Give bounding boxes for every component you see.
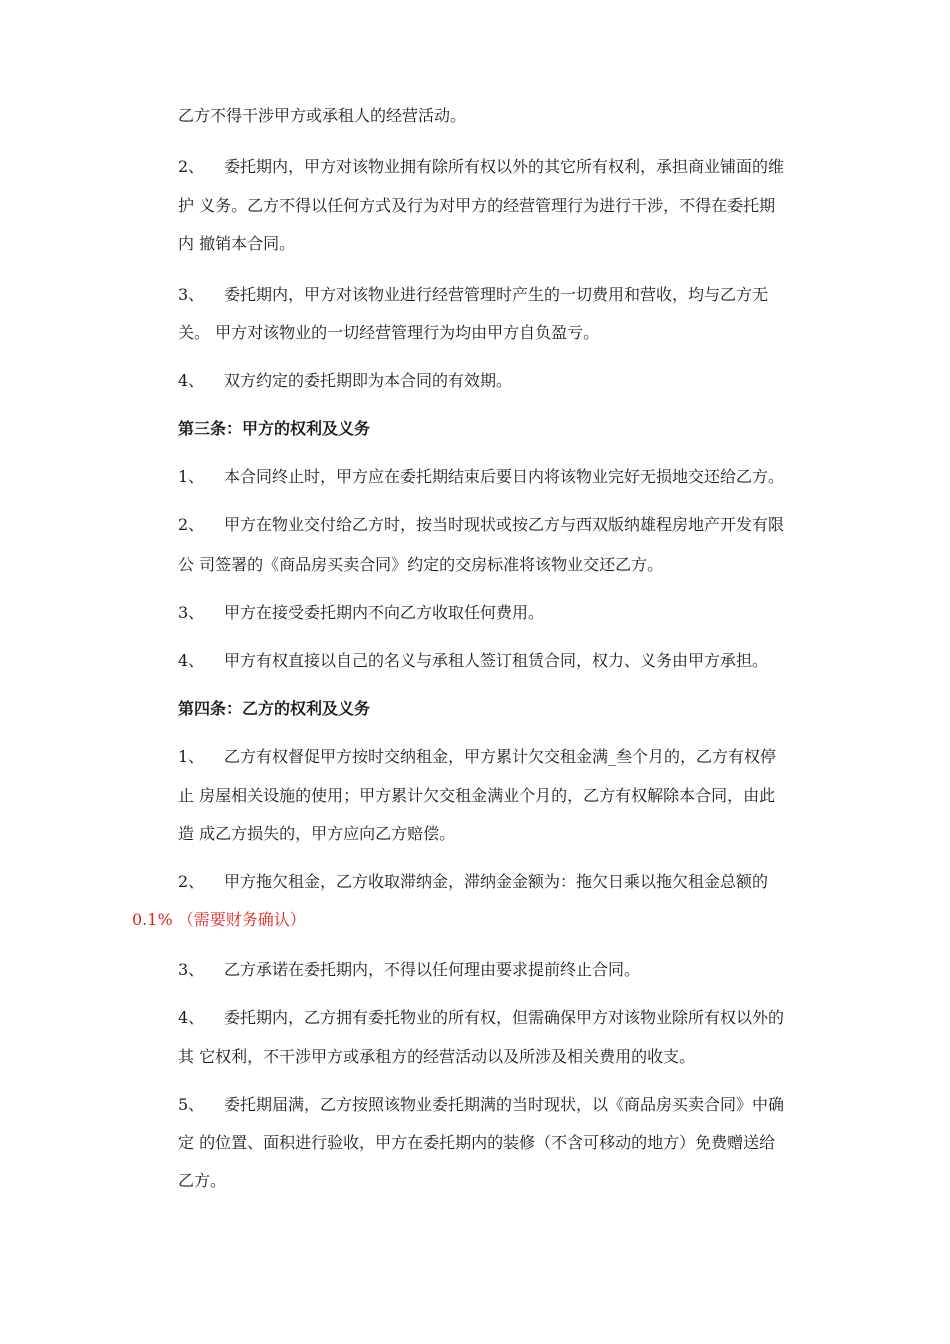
clause-number: 2、: [178, 515, 205, 534]
clause-item: 3、 委托期内，甲方对该物业进行经营管理时产生的一切费用和营收，均与乙方无: [178, 283, 768, 307]
paragraph-line: 止 房屋相关设施的使用；甲方累计欠交租金满业个月的，乙方有权解除本合同，由此: [178, 786, 776, 805]
paragraph-line: 其 它权利，不干涉甲方或承租方的经营活动以及所涉及相关费用的收支。: [178, 1047, 696, 1066]
paragraph-line: 造 成乙方损失的，甲方应向乙方赔偿。: [178, 824, 456, 843]
clause-number: 4、: [178, 651, 205, 670]
paragraph-line: 公 司签署的《商品房买卖合同》约定的交房标准将该物业交还乙方。: [178, 555, 664, 574]
paragraph-line: 关。 甲方对该物业的一切经营管理行为均由甲方自负盈亏。: [178, 323, 600, 342]
paragraph-line: 乙方不得干涉甲方或承租人的经营活动。: [178, 106, 467, 125]
clause-item: 4、 甲方有权直接以自己的名义与承租人签订租赁合同，权力、义务由甲方承担。: [178, 649, 768, 673]
clause-number: 3、: [178, 285, 205, 304]
clause-item: 3、 乙方承诺在委托期内，不得以任何理由要求提前终止合同。: [178, 958, 640, 982]
clause-item: 5、 委托期届满，乙方按照该物业委托期满的当时现状，以《商品房买卖合同》中确: [178, 1093, 784, 1117]
paragraph-line: 内 撤销本合同。: [178, 234, 296, 253]
clause-item: 1、 本合同终止时，甲方应在委托期结束后要日内将该物业完好无损地交还给乙方。: [178, 465, 784, 489]
clause-number: 3、: [178, 603, 205, 622]
paragraph-line: 乙方。: [178, 1171, 227, 1190]
clause-number: 1、: [178, 467, 205, 486]
clause-number: 2、: [178, 157, 205, 176]
clause-number: 4、: [178, 371, 205, 390]
clause-item: 1、 乙方有权督促甲方按时交纳租金，甲方累计欠交租金满_叁个月的，乙方有权停: [178, 745, 776, 769]
highlighted-note: 0.1% （需要财务确认）: [132, 910, 306, 929]
clause-item: 2、 甲方在物业交付给乙方时，按当时现状或按乙方与西双版纳雄程房地产开发有限: [178, 513, 784, 537]
clause-number: 1、: [178, 747, 205, 766]
clause-number: 2、: [178, 872, 205, 891]
clause-number: 4、: [178, 1008, 205, 1027]
clause-item: 4、 双方约定的委托期即为本合同的有效期。: [178, 369, 512, 393]
paragraph-line: 定 的位置、面积进行验收，甲方在委托期内的装修（不含可移动的地方）免费赠送给: [178, 1133, 776, 1152]
clause-item: 2、 甲方拖欠租金，乙方收取滞纳金，滞纳金金额为：拖欠日乘以拖欠租金总额的: [178, 870, 768, 894]
clause-number: 3、: [178, 960, 205, 979]
clause-number: 5、: [178, 1095, 205, 1114]
section-heading: 第三条：甲方的权利及义务: [178, 419, 371, 438]
section-heading: 第四条：乙方的权利及义务: [178, 699, 371, 718]
clause-item: 3、 甲方在接受委托期内不向乙方收取任何费用。: [178, 601, 544, 625]
paragraph-line: 护 义务。乙方不得以任何方式及行为对甲方的经营管理行为进行干涉，不得在委托期: [178, 196, 776, 215]
clause-item: 2、 委托期内，甲方对该物业拥有除所有权以外的其它所有权利，承担商业铺面的维: [178, 155, 784, 179]
clause-item: 4、 委托期内，乙方拥有委托物业的所有权，但需确保甲方对该物业除所有权以外的: [178, 1006, 784, 1030]
